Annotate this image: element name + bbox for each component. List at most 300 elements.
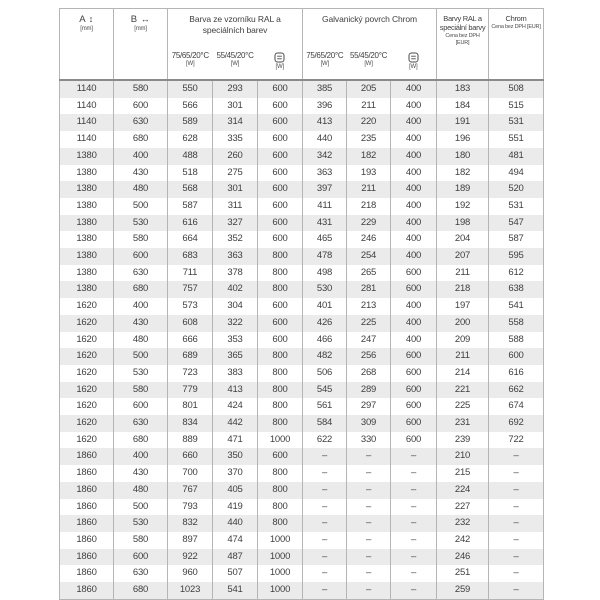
cell-price-chrom-eur: 494	[489, 165, 544, 182]
cell-price-ral-eur: 180	[437, 148, 489, 165]
cell-price-chrom-eur: 551	[489, 131, 544, 148]
cell-chrom-electric-w: 400	[391, 231, 437, 248]
cell-a-mm: 1380	[60, 198, 114, 215]
cell-price-chrom-eur: –	[489, 532, 544, 549]
cell-chrom-electric-w: 400	[391, 148, 437, 165]
cell-ral-electric-w: 600	[258, 298, 303, 315]
cell-ral-electric-w: 800	[258, 415, 303, 432]
cell-chrom-75-65-w: –	[303, 565, 347, 582]
electric-heating-element-icon	[274, 52, 285, 63]
cell-ral-55-45-w: 275	[213, 165, 258, 182]
cell-a-mm: 1380	[60, 231, 114, 248]
cell-price-ral-eur: 191	[437, 114, 489, 131]
cell-chrom-electric-w: –	[391, 482, 437, 499]
header-col-b	[114, 9, 168, 81]
cell-b-mm: 600	[114, 248, 168, 265]
cell-ral-electric-w: 800	[258, 365, 303, 382]
cell-ral-electric-w: 1000	[258, 432, 303, 449]
cell-chrom-75-65-w: 530	[303, 281, 347, 298]
header-group-chrom: Galvanický povrch Chrom	[303, 9, 437, 51]
header-ral-temp-5545: 55/45/20°C [W]	[213, 50, 258, 80]
table-row	[60, 382, 544, 399]
cell-a-mm: 1380	[60, 181, 114, 198]
cell-price-chrom-eur: 508	[489, 80, 544, 98]
watt-unit-label: [W]	[409, 64, 418, 70]
table-row	[60, 565, 544, 582]
cell-price-chrom-eur: 662	[489, 382, 544, 399]
cell-price-ral-eur: 231	[437, 415, 489, 432]
cell-price-ral-eur: 259	[437, 582, 489, 599]
cell-ral-55-45-w: 293	[213, 80, 258, 98]
cell-chrom-75-65-w: 466	[303, 332, 347, 349]
table-header	[60, 9, 544, 81]
cell-price-chrom-eur: 692	[489, 415, 544, 432]
cell-a-mm: 1620	[60, 398, 114, 415]
cell-price-chrom-eur: –	[489, 448, 544, 465]
cell-chrom-electric-w: 600	[391, 281, 437, 298]
cell-b-mm: 630	[114, 565, 168, 582]
cell-price-chrom-eur: 587	[489, 231, 544, 248]
watt-unit-label: [W]	[230, 61, 240, 67]
cell-chrom-75-65-w: 342	[303, 148, 347, 165]
cell-ral-55-45-w: 370	[213, 465, 258, 482]
cell-price-ral-eur: 224	[437, 482, 489, 499]
cell-price-ral-eur: 211	[437, 348, 489, 365]
cell-ral-55-45-w: 352	[213, 231, 258, 248]
table-row	[60, 248, 544, 265]
cell-price-chrom-eur: 722	[489, 432, 544, 449]
cell-a-mm: 1380	[60, 248, 114, 265]
cell-ral-electric-w: 800	[258, 248, 303, 265]
cell-ral-55-45-w: 474	[213, 532, 258, 549]
cell-price-chrom-eur: 547	[489, 215, 544, 232]
cell-b-mm: 530	[114, 215, 168, 232]
cell-price-ral-eur: 239	[437, 432, 489, 449]
cell-a-mm: 1140	[60, 98, 114, 115]
cell-ral-55-45-w: 322	[213, 315, 258, 332]
cell-ral-75-65-w: 589	[168, 114, 213, 131]
cell-ral-75-65-w: 889	[168, 432, 213, 449]
cell-price-ral-eur: 225	[437, 398, 489, 415]
cell-ral-75-65-w: 801	[168, 398, 213, 415]
cell-chrom-75-65-w: 478	[303, 248, 347, 265]
cell-ral-75-65-w: 689	[168, 348, 213, 365]
cell-chrom-55-45-w: 211	[347, 98, 391, 115]
cell-ral-75-65-w: 616	[168, 215, 213, 232]
cell-ral-55-45-w: 440	[213, 515, 258, 532]
cell-ral-75-65-w: 568	[168, 181, 213, 198]
cell-chrom-electric-w: 600	[391, 265, 437, 282]
cell-ral-electric-w: 800	[258, 398, 303, 415]
cell-b-mm: 480	[114, 332, 168, 349]
cell-ral-55-45-w: 405	[213, 482, 258, 499]
table-row	[60, 465, 544, 482]
price-ral-sublabel: Cena bez DPH [EUR]	[445, 33, 480, 46]
cell-a-mm: 1620	[60, 365, 114, 382]
cell-chrom-electric-w: –	[391, 582, 437, 599]
cell-ral-55-45-w: 419	[213, 499, 258, 516]
cell-ral-55-45-w: 327	[213, 215, 258, 232]
cell-price-ral-eur: 251	[437, 565, 489, 582]
watt-unit-label: [W]	[275, 64, 284, 70]
cell-ral-electric-w: 600	[258, 198, 303, 215]
cell-ral-electric-w: 1000	[258, 565, 303, 582]
cell-ral-75-65-w: 587	[168, 198, 213, 215]
table-row	[60, 131, 544, 148]
table-row	[60, 432, 544, 449]
cell-a-mm: 1860	[60, 448, 114, 465]
cell-price-chrom-eur: 588	[489, 332, 544, 349]
cell-ral-electric-w: 600	[258, 80, 303, 98]
cell-price-chrom-eur: 674	[489, 398, 544, 415]
cell-ral-electric-w: 600	[258, 181, 303, 198]
cell-b-mm: 580	[114, 80, 168, 98]
cell-chrom-electric-w: 400	[391, 181, 437, 198]
cell-ral-55-45-w: 335	[213, 131, 258, 148]
cell-chrom-75-65-w: 482	[303, 348, 347, 365]
cell-chrom-55-45-w: 246	[347, 231, 391, 248]
cell-chrom-75-65-w: –	[303, 482, 347, 499]
cell-ral-electric-w: 600	[258, 148, 303, 165]
table-body	[60, 80, 544, 599]
table-row	[60, 515, 544, 532]
cell-chrom-75-65-w: 506	[303, 365, 347, 382]
cell-chrom-75-65-w: –	[303, 448, 347, 465]
table-row	[60, 365, 544, 382]
cell-ral-55-45-w: 363	[213, 248, 258, 265]
cell-ral-75-65-w: 711	[168, 265, 213, 282]
cell-b-mm: 600	[114, 398, 168, 415]
header-ral-temp-7565: 75/65/20°C [W]	[168, 50, 213, 80]
header-chrom-temp-7565: 75/65/20°C [W]	[303, 50, 347, 80]
cell-ral-55-45-w: 487	[213, 549, 258, 566]
cell-chrom-55-45-w: 182	[347, 148, 391, 165]
cell-b-mm: 600	[114, 549, 168, 566]
cell-a-mm: 1380	[60, 148, 114, 165]
cell-chrom-55-45-w: –	[347, 515, 391, 532]
cell-ral-electric-w: 800	[258, 465, 303, 482]
watt-unit-label: [W]	[320, 61, 329, 67]
cell-ral-55-45-w: 378	[213, 265, 258, 282]
cell-price-chrom-eur: 541	[489, 298, 544, 315]
b-label: B ↔	[130, 14, 151, 25]
cell-b-mm: 500	[114, 348, 168, 365]
cell-chrom-75-65-w: –	[303, 549, 347, 566]
cell-a-mm: 1380	[60, 265, 114, 282]
mm-unit-label: [mm]	[80, 26, 93, 32]
cell-price-chrom-eur: –	[489, 482, 544, 499]
cell-a-mm: 1860	[60, 565, 114, 582]
cell-chrom-electric-w: 400	[391, 332, 437, 349]
cell-ral-electric-w: 1000	[258, 582, 303, 599]
cell-chrom-75-65-w: 411	[303, 198, 347, 215]
cell-ral-electric-w: 800	[258, 265, 303, 282]
cell-a-mm: 1380	[60, 281, 114, 298]
cell-b-mm: 630	[114, 114, 168, 131]
cell-ral-75-65-w: 897	[168, 532, 213, 549]
cell-b-mm: 400	[114, 448, 168, 465]
cell-price-ral-eur: 215	[437, 465, 489, 482]
cell-ral-75-65-w: 628	[168, 131, 213, 148]
price-ral-label: Barvy RAL a speciální barvy	[439, 14, 486, 32]
cell-a-mm: 1140	[60, 80, 114, 98]
cell-ral-55-45-w: 353	[213, 332, 258, 349]
cell-ral-75-65-w: 700	[168, 465, 213, 482]
watt-unit-label: [W]	[186, 61, 195, 67]
cell-price-ral-eur: 189	[437, 181, 489, 198]
cell-chrom-electric-w: 600	[391, 365, 437, 382]
cell-ral-75-65-w: 608	[168, 315, 213, 332]
cell-ral-electric-w: 600	[258, 131, 303, 148]
watt-unit-label: [W]	[364, 61, 373, 67]
cell-ral-55-45-w: 541	[213, 582, 258, 599]
cell-chrom-75-65-w: 401	[303, 298, 347, 315]
cell-price-chrom-eur: –	[489, 515, 544, 532]
cell-price-chrom-eur: 600	[489, 348, 544, 365]
cell-chrom-75-65-w: 413	[303, 114, 347, 131]
cell-chrom-55-45-w: –	[347, 549, 391, 566]
cell-ral-55-45-w: 260	[213, 148, 258, 165]
cell-chrom-electric-w: –	[391, 499, 437, 516]
cell-chrom-75-65-w: 396	[303, 98, 347, 115]
cell-b-mm: 400	[114, 298, 168, 315]
cell-chrom-55-45-w: 229	[347, 215, 391, 232]
cell-price-ral-eur: 183	[437, 80, 489, 98]
cell-b-mm: 430	[114, 465, 168, 482]
cell-ral-75-65-w: 832	[168, 515, 213, 532]
cell-chrom-55-45-w: 220	[347, 114, 391, 131]
cell-chrom-75-65-w: 385	[303, 80, 347, 98]
price-chrom-label: Chrom	[505, 14, 527, 23]
mm-unit-label: [mm]	[134, 26, 147, 32]
table-row	[60, 315, 544, 332]
cell-ral-75-65-w: 550	[168, 80, 213, 98]
cell-b-mm: 530	[114, 515, 168, 532]
cell-ral-75-65-w: 664	[168, 231, 213, 248]
cell-chrom-55-45-w: –	[347, 565, 391, 582]
cell-chrom-75-65-w: –	[303, 532, 347, 549]
cell-a-mm: 1380	[60, 165, 114, 182]
cell-ral-electric-w: 800	[258, 382, 303, 399]
cell-chrom-electric-w: –	[391, 448, 437, 465]
cell-ral-55-45-w: 383	[213, 365, 258, 382]
cell-ral-55-45-w: 442	[213, 415, 258, 432]
cell-ral-55-45-w: 350	[213, 448, 258, 465]
cell-price-ral-eur: 232	[437, 515, 489, 532]
cell-chrom-55-45-w: 193	[347, 165, 391, 182]
cell-b-mm: 680	[114, 131, 168, 148]
cell-ral-55-45-w: 471	[213, 432, 258, 449]
cell-chrom-55-45-w: –	[347, 499, 391, 516]
cell-a-mm: 1140	[60, 114, 114, 131]
cell-ral-electric-w: 800	[258, 515, 303, 532]
cell-b-mm: 430	[114, 165, 168, 182]
cell-ral-75-65-w: 793	[168, 499, 213, 516]
cell-chrom-75-65-w: –	[303, 465, 347, 482]
cell-chrom-electric-w: –	[391, 532, 437, 549]
cell-price-ral-eur: 182	[437, 165, 489, 182]
cell-chrom-electric-w: 600	[391, 432, 437, 449]
cell-a-mm: 1380	[60, 215, 114, 232]
cell-chrom-electric-w: 400	[391, 215, 437, 232]
cell-chrom-75-65-w: 465	[303, 231, 347, 248]
cell-ral-55-45-w: 413	[213, 382, 258, 399]
cell-price-chrom-eur: 616	[489, 365, 544, 382]
cell-a-mm: 1620	[60, 332, 114, 349]
cell-price-chrom-eur: –	[489, 465, 544, 482]
cell-price-chrom-eur: 481	[489, 148, 544, 165]
cell-b-mm: 580	[114, 382, 168, 399]
cell-a-mm: 1860	[60, 515, 114, 532]
cell-b-mm: 500	[114, 198, 168, 215]
cell-ral-electric-w: 800	[258, 281, 303, 298]
cell-price-ral-eur: 192	[437, 198, 489, 215]
cell-a-mm: 1860	[60, 499, 114, 516]
cell-price-ral-eur: 209	[437, 332, 489, 349]
cell-chrom-electric-w: –	[391, 565, 437, 582]
cell-ral-75-65-w: 660	[168, 448, 213, 465]
cell-chrom-75-65-w: 498	[303, 265, 347, 282]
cell-price-ral-eur: 242	[437, 532, 489, 549]
radiator-spec-table	[59, 8, 544, 600]
header-ral-electric	[258, 50, 303, 80]
table-row	[60, 332, 544, 349]
cell-price-chrom-eur: –	[489, 499, 544, 516]
cell-price-chrom-eur: 558	[489, 315, 544, 332]
cell-b-mm: 400	[114, 148, 168, 165]
cell-ral-electric-w: 600	[258, 165, 303, 182]
cell-ral-75-65-w: 779	[168, 382, 213, 399]
cell-chrom-55-45-w: 247	[347, 332, 391, 349]
cell-b-mm: 680	[114, 281, 168, 298]
cell-chrom-55-45-w: 213	[347, 298, 391, 315]
cell-chrom-55-45-w: –	[347, 465, 391, 482]
cell-chrom-75-65-w: 397	[303, 181, 347, 198]
cell-ral-electric-w: 600	[258, 215, 303, 232]
cell-price-chrom-eur: 638	[489, 281, 544, 298]
cell-chrom-electric-w: –	[391, 515, 437, 532]
header-col-a	[60, 9, 114, 81]
cell-ral-75-65-w: 723	[168, 365, 213, 382]
cell-price-chrom-eur: 531	[489, 114, 544, 131]
cell-ral-55-45-w: 311	[213, 198, 258, 215]
cell-chrom-75-65-w: –	[303, 582, 347, 599]
cell-chrom-55-45-w: 281	[347, 281, 391, 298]
header-price-chrom	[489, 9, 544, 81]
header-price-ral	[437, 9, 489, 81]
cell-chrom-55-45-w: –	[347, 582, 391, 599]
cell-chrom-electric-w: 600	[391, 382, 437, 399]
cell-chrom-electric-w: 600	[391, 415, 437, 432]
table-row	[60, 148, 544, 165]
cell-b-mm: 430	[114, 315, 168, 332]
cell-price-chrom-eur: 520	[489, 181, 544, 198]
cell-ral-75-65-w: 666	[168, 332, 213, 349]
cell-b-mm: 680	[114, 582, 168, 599]
cell-b-mm: 580	[114, 532, 168, 549]
cell-b-mm: 600	[114, 98, 168, 115]
cell-chrom-electric-w: 400	[391, 248, 437, 265]
cell-ral-75-65-w: 518	[168, 165, 213, 182]
header-group-ral: Barva ze vzorníku RAL a speciálních barev	[168, 9, 303, 51]
cell-a-mm: 1620	[60, 415, 114, 432]
cell-chrom-55-45-w: 218	[347, 198, 391, 215]
cell-ral-electric-w: 1000	[258, 549, 303, 566]
cell-b-mm: 680	[114, 432, 168, 449]
cell-price-chrom-eur: 595	[489, 248, 544, 265]
cell-a-mm: 1620	[60, 315, 114, 332]
cell-chrom-55-45-w: 309	[347, 415, 391, 432]
table-row	[60, 549, 544, 566]
table-row	[60, 298, 544, 315]
cell-ral-electric-w: 600	[258, 98, 303, 115]
cell-chrom-75-65-w: –	[303, 515, 347, 532]
cell-price-ral-eur: 246	[437, 549, 489, 566]
header-chrom-electric	[391, 50, 437, 80]
cell-chrom-75-65-w: 363	[303, 165, 347, 182]
cell-price-chrom-eur: –	[489, 565, 544, 582]
cell-chrom-electric-w: 600	[391, 398, 437, 415]
cell-ral-electric-w: 800	[258, 482, 303, 499]
cell-ral-55-45-w: 402	[213, 281, 258, 298]
cell-chrom-electric-w: 400	[391, 114, 437, 131]
cell-ral-75-65-w: 566	[168, 98, 213, 115]
cell-price-chrom-eur: –	[489, 582, 544, 599]
table-row	[60, 114, 544, 131]
a-label: A ↕	[79, 14, 94, 25]
cell-ral-electric-w: 1000	[258, 532, 303, 549]
cell-ral-75-65-w: 573	[168, 298, 213, 315]
cell-chrom-electric-w: –	[391, 465, 437, 482]
cell-chrom-electric-w: 600	[391, 348, 437, 365]
cell-price-ral-eur: 200	[437, 315, 489, 332]
cell-b-mm: 630	[114, 415, 168, 432]
cell-b-mm: 580	[114, 231, 168, 248]
cell-chrom-electric-w: 400	[391, 131, 437, 148]
cell-ral-electric-w: 600	[258, 231, 303, 248]
cell-ral-75-65-w: 767	[168, 482, 213, 499]
cell-b-mm: 530	[114, 365, 168, 382]
cell-a-mm: 1860	[60, 582, 114, 599]
cell-chrom-55-45-w: 268	[347, 365, 391, 382]
cell-b-mm: 630	[114, 265, 168, 282]
cell-ral-55-45-w: 304	[213, 298, 258, 315]
table-row	[60, 231, 544, 248]
table-row	[60, 398, 544, 415]
header-chrom-temp-5545: 55/45/20°C [W]	[347, 50, 391, 80]
cell-price-chrom-eur: 531	[489, 198, 544, 215]
cell-chrom-electric-w: –	[391, 549, 437, 566]
cell-ral-75-65-w: 960	[168, 565, 213, 582]
cell-ral-75-65-w: 757	[168, 281, 213, 298]
cell-ral-electric-w: 800	[258, 499, 303, 516]
cell-chrom-electric-w: 400	[391, 80, 437, 98]
cell-chrom-55-45-w: –	[347, 532, 391, 549]
cell-chrom-electric-w: 400	[391, 298, 437, 315]
cell-chrom-55-45-w: 254	[347, 248, 391, 265]
cell-price-ral-eur: 211	[437, 265, 489, 282]
cell-ral-electric-w: 600	[258, 315, 303, 332]
table-row	[60, 98, 544, 115]
cell-chrom-75-65-w: 426	[303, 315, 347, 332]
cell-chrom-55-45-w: –	[347, 448, 391, 465]
cell-price-chrom-eur: –	[489, 549, 544, 566]
cell-chrom-55-45-w: 205	[347, 80, 391, 98]
cell-ral-75-65-w: 1023	[168, 582, 213, 599]
cell-a-mm: 1620	[60, 382, 114, 399]
table-row	[60, 348, 544, 365]
table-row	[60, 265, 544, 282]
